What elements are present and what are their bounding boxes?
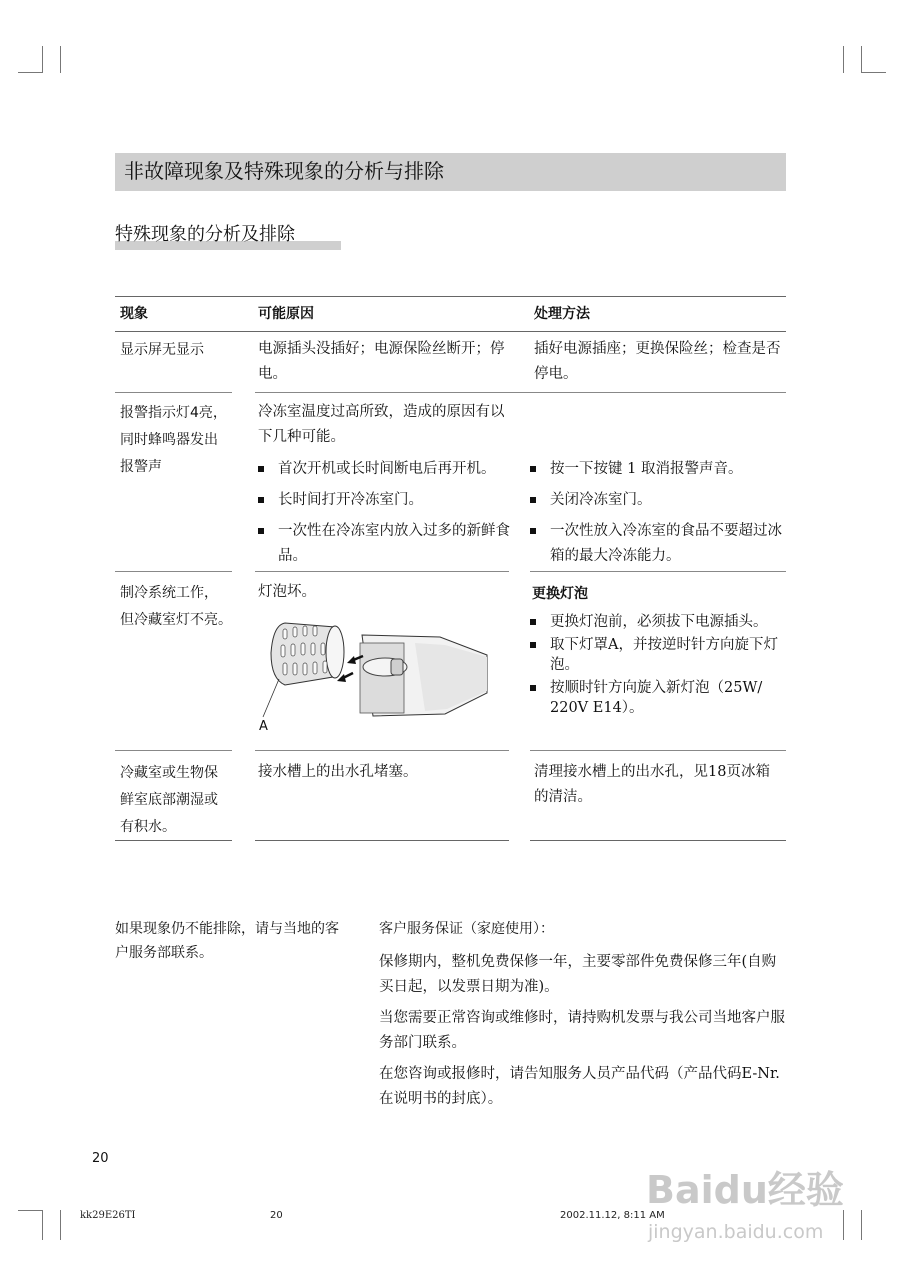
list-item: 取下灯罩A，并按逆时针方向旋下灯泡。 — [528, 635, 786, 675]
footer-page: 20 — [270, 1210, 283, 1221]
row4-cause: 接水槽上的出水孔堵塞。 — [258, 764, 418, 780]
row3-solution-title: 更换灯泡 — [532, 586, 588, 602]
header-solution: 处理方法 — [534, 306, 590, 322]
sub-title: 特殊现象的分析及排除 — [115, 224, 295, 245]
footer-timestamp: 2002.11.12, 8:11 AM — [560, 1210, 665, 1221]
list-item: 按顺时针方向旋入新灯泡（25W/ 220V E14）。 — [528, 678, 786, 718]
row-rule — [115, 750, 232, 751]
row3-symptom-line: 制冷系统工作， — [120, 585, 218, 601]
list-item: 关闭冷冻室门。 — [528, 488, 786, 513]
main-title: 非故障现象及特殊现象的分析与排除 — [124, 159, 444, 183]
service-paragraph: 保修期内，整机免费保修一年，主要零部件免费保修三年(自购买日起，以发票日期为准)。 — [379, 954, 777, 995]
watermark-url: jingyan.baidu.com — [648, 1221, 824, 1243]
row2-cause-list — [256, 457, 510, 575]
row2-symptom-line: 同时蜂鸣器发出 — [120, 432, 218, 448]
row2-symptom — [120, 400, 240, 481]
row3-symptom — [120, 580, 245, 634]
service-paragraph: 当您需要正常咨询或维修时，请持购机发票与我公司当地客户服务部门联系。 — [379, 1010, 785, 1051]
table-top-rule — [115, 296, 786, 297]
row3-cause: 灯泡坏。 — [258, 584, 316, 600]
row3-symptom-line: 但冷藏室灯不亮。 — [120, 612, 232, 628]
list-item: 首次开机或长时间断电后再开机。 — [256, 457, 510, 482]
service-paragraphs — [379, 950, 789, 1118]
figure-label-a: A — [259, 719, 268, 734]
row-rule — [115, 392, 232, 393]
row4-symptom-line: 冷藏室或生物保 — [120, 765, 218, 781]
row2-cause-intro: 冷冻室温度过高所致，造成的原因有以下几种可能。 — [258, 404, 505, 445]
header-cause: 可能原因 — [258, 306, 314, 322]
row4-symptom-line: 有积水。 — [120, 819, 176, 835]
row2-symptom-line: 报警声 — [120, 459, 162, 475]
row3-solution-list — [528, 612, 786, 721]
list-item: 更换灯泡前，必须拔下电源插头。 — [528, 612, 786, 632]
table-header-rule — [115, 331, 786, 332]
footer-file-code: kk29E26TI — [80, 1210, 136, 1221]
row-rule — [255, 392, 786, 393]
row2-symptom-line: 报警指示灯4亮， — [120, 405, 227, 421]
row1-symptom: 显示屏无显示 — [120, 342, 204, 358]
row4-symptom — [120, 760, 245, 841]
list-item: 按一下按键 1 取消报警声音。 — [528, 457, 786, 482]
row-rule — [530, 750, 786, 751]
service-paragraph: 在您咨询或报修时，请告知服务人员产品代码（产品代码E-Nr.在说明书的封底）。 — [379, 1066, 780, 1107]
contact-note: 如果现象仍不能排除，请与当地的客户服务部联系。 — [115, 921, 339, 961]
table-bottom-rule — [530, 840, 786, 841]
bulb-replacement-illustration — [255, 613, 505, 738]
page-number: 20 — [92, 1151, 109, 1166]
row4-symptom-line: 鲜室底部潮湿或 — [120, 792, 218, 808]
header-symptom: 现象 — [120, 306, 148, 322]
row-rule — [115, 571, 232, 572]
list-item: 一次性放入冷冻室的食品不要超过冰箱的最大冷冻能力。 — [528, 519, 786, 569]
service-title: 客户服务保证（家庭使用）： — [379, 921, 554, 937]
row2-solution-list — [528, 457, 786, 575]
watermark-brand: Baidu经验 — [646, 1168, 844, 1212]
row1-cause: 电源插头没插好；电源保险丝断开；停电。 — [258, 341, 505, 382]
row1-solution: 插好电源插座；更换保险丝；检查是否停电。 — [534, 341, 781, 382]
row4-solution: 清理接水槽上的出水孔，见18页冰箱的清洁。 — [534, 764, 770, 805]
table-bottom-rule — [255, 840, 509, 841]
list-item: 长时间打开冷冻室门。 — [256, 488, 510, 513]
list-item: 一次性在冷冻室内放入过多的新鲜食品。 — [256, 519, 510, 569]
row-rule — [255, 750, 509, 751]
